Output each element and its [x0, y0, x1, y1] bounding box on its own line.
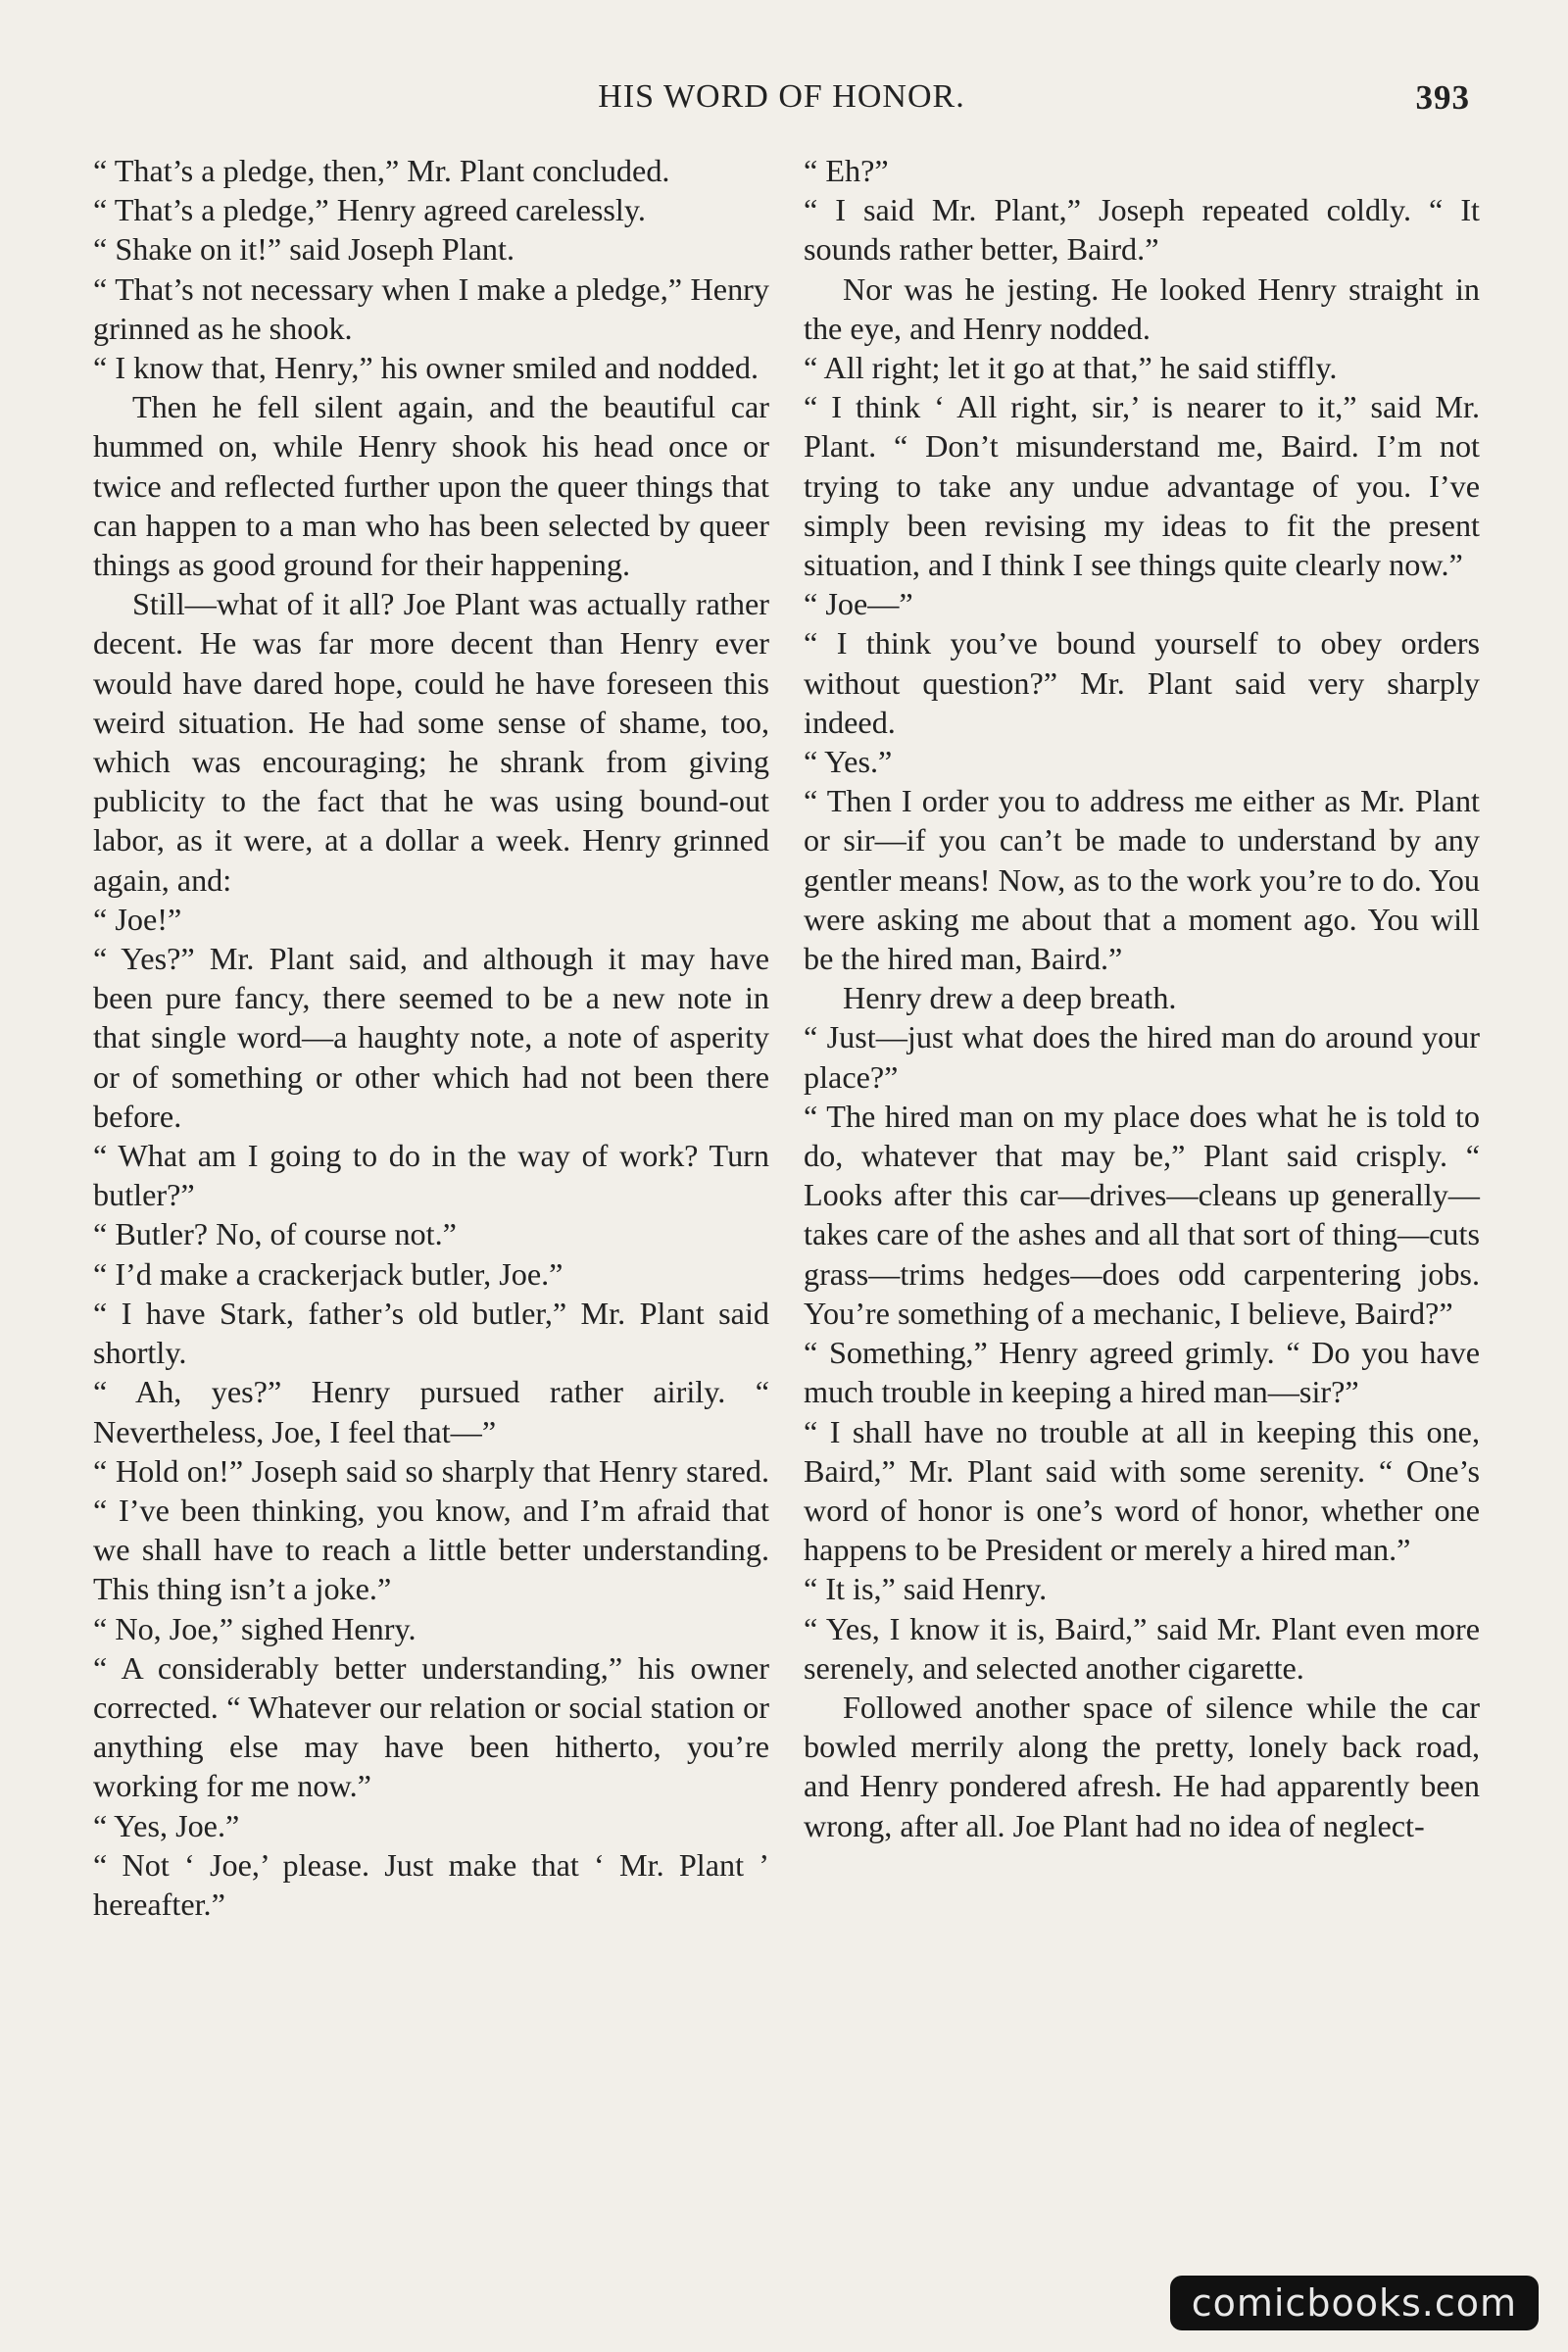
right-column [804, 151, 1480, 2258]
paragraph: “ I think you’ve bound yourself to obey orders without question?” Mr. Plant said very sharply indeed. [804, 625, 1480, 740]
paragraph: “ That’s a pledge,” Henry agreed carelessly. [93, 192, 646, 228]
paragraph: Still—what of it all? Joe Plant was actually rather decent. He was far more decent than Henry ever would have dared hope, could he have foreseen this weird situation. He had some sense of shame, too, which was encouraging; he shrank from giving publicity to the fact that he was using bound-out labor, as it were, at a dollar a week. Henry grinned again, and: [93, 586, 769, 898]
paragraph: “ Yes.” [804, 744, 893, 780]
paragraph: “ Something,” Henry agreed grimly. “ Do you have much trouble in keeping a hired man—sir?” [804, 1335, 1480, 1410]
paragraph: “ Yes, Joe.” [93, 1807, 240, 1843]
paragraph: “ Hold on!” Joseph said so sharply that Henry stared. “ I’ve been thinking, you know, and I’m afraid that we shall have to reach a little better understanding. This thing isn’t a joke.” [93, 1452, 769, 1607]
paragraph: “ All right; let it go at that,” he said stiffly. [804, 350, 1338, 386]
page-number: 393 [1415, 78, 1470, 117]
paragraph: “ Just—just what does the hired man do around your place?” [804, 1019, 1480, 1095]
paragraph: “ Then I order you to address me either as Mr. Plant or sir—if you can’t be made to understand by any gentler means! Now, as to the work you’re to do. You were asking me about that a moment ago. You will be the hired man, Baird.” [804, 783, 1480, 977]
paragraph: “ Ah, yes?” Henry pursued rather airily. “ Nevertheless, Joe, I feel that—” [93, 1374, 769, 1449]
left-column [93, 151, 769, 2258]
paragraph: “ I have Stark, father’s old butler,” Mr. Plant said shortly. [93, 1295, 769, 1371]
paragraph: “ Not ‘ Joe,’ please. Just make that ‘ Mr. Plant ’ hereafter.” [93, 1846, 769, 1922]
page-header [93, 78, 1470, 123]
paragraph: “ That’s not necessary when I make a pledge,” Henry grinned as he shook. [93, 270, 769, 346]
paragraph: Followed another space of silence while the car bowled merrily along the pretty, lonely back road, and Henry pondered afresh. He had apparently been wrong, after all. Joe Plant had no idea of neglect- [804, 1689, 1480, 1843]
paragraph: “ What am I going to do in the way of work? Turn butler?” [93, 1138, 769, 1213]
paragraph: “ Joe—” [804, 586, 913, 622]
paragraph: “ I know that, Henry,” his owner smiled and nodded. [93, 350, 760, 386]
paragraph: “ Butler? No, of course not.” [93, 1216, 457, 1252]
running-title: HIS WORD OF HONOR. [598, 78, 965, 115]
paragraph: “ I’d make a crackerjack butler, Joe.” [93, 1255, 564, 1292]
paragraph: “ Shake on it!” said Joseph Plant. [93, 231, 514, 268]
paragraph: “ It is,” said Henry. [804, 1571, 1048, 1607]
paragraph: “ That’s a pledge, then,” Mr. Plant concluded. [93, 153, 670, 188]
paragraph: “ I think ‘ All right, sir,’ is nearer to it,” said Mr. Plant. “ Don’t misunderstand me, Baird. I’m not trying to take any undue advantage of you. I’ve simply been revising my ideas to fit the present situation, and I think I see things quite clearly now.” [804, 389, 1480, 583]
paragraph: “ I shall have no trouble at all in keeping this one, Baird,” Mr. Plant said with some serenity. “ One’s word of honor is one’s word of honor, whether one happens to be President or merely a hired man.” [804, 1413, 1480, 1568]
paragraph: “ I said Mr. Plant,” Joseph repeated coldly. “ It sounds rather better, Baird.” [804, 192, 1480, 268]
paragraph: “ The hired man on my place does what he is told to do, whatever that may be,” Plant said crisply. “ Looks after this car—drives—cleans up generally—takes care of the ashes and all that sort of thing—cuts grass—trims hedges—does odd carpentering jobs. You’re something of a mechanic, I believe, Baird?” [804, 1098, 1480, 1331]
watermark-logo: comicbooks.com [1170, 2276, 1539, 2330]
paragraph: “ Joe!” [93, 901, 182, 937]
paragraph: “ No, Joe,” sighed Henry. [93, 1610, 416, 1646]
paragraph: Henry drew a deep breath. [843, 980, 1177, 1016]
paragraph: “ A considerably better understanding,” his owner corrected. “ Whatever our relation or social station or anything else may have been hitherto, you’re working for me now.” [93, 1649, 769, 1804]
paragraph: “ Yes?” Mr. Plant said, and although it may have been pure fancy, there seemed to be a new note in that single word—a haughty note, a note of asperity or of something or other which had not been there before. [93, 941, 769, 1134]
paragraph: “ Yes, I know it is, Baird,” said Mr. Plant even more serenely, and selected another cigarette. [804, 1610, 1480, 1686]
paragraph: Then he fell silent again, and the beautiful car hummed on, while Henry shook his head once or twice and reflected further upon the queer things that can happen to a man who has been selected by queer things as good ground for their happening. [93, 389, 769, 583]
paragraph: Nor was he jesting. He looked Henry straight in the eye, and Henry nodded. [804, 270, 1480, 346]
paragraph: “ Eh?” [804, 153, 889, 188]
